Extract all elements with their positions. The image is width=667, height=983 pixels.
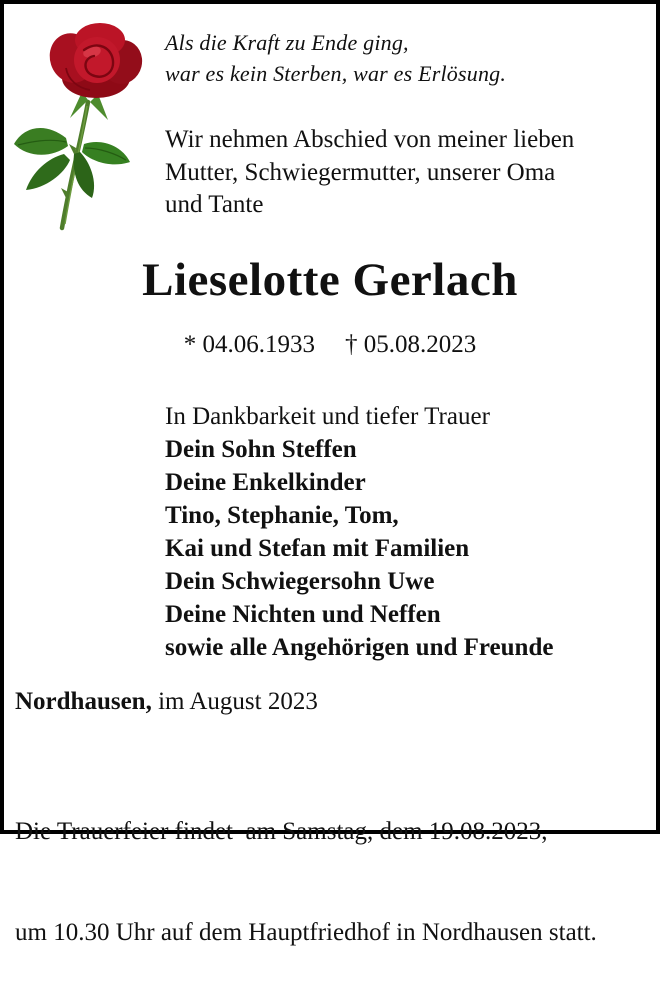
- mourner-line: Deine Enkelkinder: [165, 469, 366, 496]
- place-name: Nordhausen,: [15, 688, 152, 715]
- memorial-verse: [165, 27, 506, 89]
- verse-line-2: war es kein Sterben, war es Erlösung.: [165, 61, 507, 86]
- verse-line-1: Als die Kraft zu Ende ging,: [165, 30, 409, 55]
- birth-date: * 04.06.1933: [183, 331, 315, 358]
- mourners-block: [165, 400, 553, 664]
- intro-line-3: und Tante: [165, 191, 264, 218]
- intro-line-1: Wir nehmen Abschied von meiner lieben: [165, 126, 575, 153]
- date-note: im August 2023: [151, 688, 318, 715]
- place-and-date: [15, 688, 318, 716]
- mourner-line: Tino, Stephanie, Tom,: [165, 502, 399, 529]
- rose-icon: [8, 6, 158, 232]
- mourner-line: sowie alle Angehörigen und Freunde: [165, 634, 554, 661]
- intro-line-2: Mutter, Schwiegermutter, unserer Oma: [165, 158, 556, 186]
- farewell-intro: [165, 124, 574, 222]
- life-dates: [4, 331, 656, 359]
- death-date: † 05.08.2023: [345, 331, 477, 358]
- mourning-intro: In Dankbarkeit und tiefer Trauer: [165, 403, 490, 430]
- mourner-line: Dein Sohn Steffen: [165, 436, 357, 463]
- deceased-name: Lieselotte Gerlach: [142, 254, 518, 306]
- funeral-line-1: Die Trauerfeier findet am Samstag, dem 19.08.2023,: [15, 818, 548, 845]
- funeral-info: [15, 748, 597, 983]
- mourner-line: Deine Nichten und Neffen: [165, 601, 441, 628]
- mourner-line: Dein Schwiegersohn Uwe: [165, 568, 435, 595]
- funeral-line-2: um 10.30 Uhr auf dem Hauptfriedhof in Nordhausen statt.: [15, 918, 597, 946]
- mourner-line: Kai und Stefan mit Familien: [165, 535, 470, 562]
